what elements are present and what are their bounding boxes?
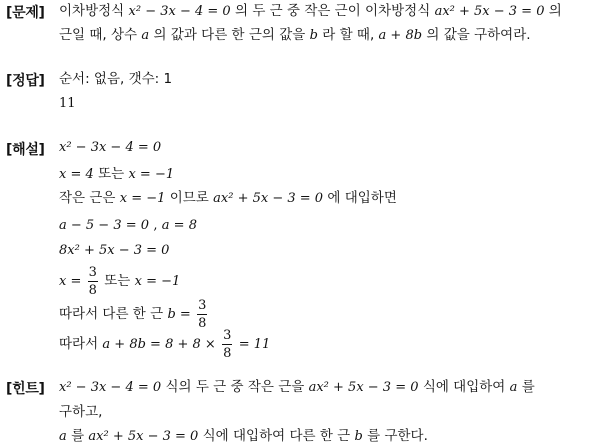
answer-value: 11 — [59, 96, 76, 111]
text-part: 를 — [71, 428, 85, 444]
equation-part: ax² + 5x − 3 = 0 — [308, 380, 419, 395]
fraction-numerator: 3 — [88, 264, 97, 280]
fraction-denominator: 8 — [223, 345, 232, 361]
equation-part: x = −1 — [134, 274, 181, 289]
text-part: 를 구한다. — [367, 428, 428, 444]
fraction-denominator: 8 — [198, 315, 207, 331]
hint-line-2: 구하고, — [59, 404, 103, 420]
answer-meta: 순서: 없음, 갯수: 1 — [59, 71, 173, 87]
problem-text: 이차방정식 — [59, 3, 125, 19]
text-part: 를 — [521, 379, 535, 395]
equation-part: a + 8b = 8 + 8 × — [102, 337, 216, 352]
fraction-numerator: 3 — [223, 327, 232, 343]
equation-part: x² − 3x − 4 = 0 — [59, 380, 162, 395]
problem-text: 의 두 근 중 작은 근이 이차방정식 — [234, 3, 431, 19]
hint-label: [힌트] — [6, 381, 45, 397]
answer-label: [정답] — [6, 73, 45, 89]
text-part: 또는 — [98, 166, 125, 182]
problem-line-1 — [59, 2, 562, 21]
equation-part: x = −1 — [119, 191, 166, 206]
hint-line-3 — [59, 427, 428, 446]
fraction — [222, 329, 232, 360]
variable-b: b — [354, 429, 363, 444]
problem-line-2 — [59, 26, 531, 45]
problem-text: 라 할 때, — [322, 27, 375, 43]
text-part: 식에 대입하여 — [422, 379, 506, 395]
hint-line-1 — [59, 378, 535, 397]
problem-text: 의 — [548, 3, 562, 19]
fraction-denominator: 8 — [88, 282, 97, 298]
text-part: , — [153, 218, 158, 233]
variable-b: b — [309, 28, 318, 43]
explanation-step-8 — [59, 322, 270, 367]
explanation-step-3 — [59, 189, 397, 208]
explanation-step-1: x² − 3x − 4 = 0 — [59, 140, 162, 155]
variable-a: a — [59, 429, 67, 444]
equation-part: = 11 — [238, 337, 271, 352]
variable-a: a — [141, 28, 150, 43]
text-part: 따라서 — [59, 336, 99, 352]
equation-part: x = 4 — [59, 167, 94, 182]
explanation-step-2 — [59, 165, 174, 184]
problem-label: [문제] — [6, 5, 45, 21]
equation-part: a = 8 — [161, 218, 197, 233]
text-part: 따라서 다른 한 근 — [59, 306, 164, 322]
text-part: 식의 두 근 중 작은 근을 — [165, 379, 305, 395]
equation-part: x = — [59, 274, 82, 289]
equation-part: ax² + 5x − 3 = 0 — [88, 429, 199, 444]
explanation-step-4 — [59, 216, 197, 235]
variable-a: a — [509, 380, 518, 395]
equation-part: ax² + 5x − 3 = 0 — [213, 191, 324, 206]
equation-part: x = −1 — [128, 167, 175, 182]
equation-part: b = — [167, 307, 191, 322]
text-part: 이므로 — [169, 190, 209, 206]
target-expression: a + 8b — [378, 28, 423, 43]
equation-part: a − 5 − 3 = 0 — [59, 218, 150, 233]
problem-text: 의 값과 다른 한 근의 값을 — [153, 27, 306, 43]
fraction-numerator: 3 — [198, 297, 207, 313]
text-part: 에 대입하면 — [327, 190, 397, 206]
text-part: 또는 — [104, 273, 131, 289]
explanation-label: [해설] — [6, 142, 45, 158]
problem-equation-1: x² − 3x − 4 = 0 — [128, 4, 231, 19]
text-part: 작은 근은 — [59, 190, 116, 206]
explanation-step-5: 8x² + 5x − 3 = 0 — [59, 243, 170, 258]
text-part: 식에 대입하여 다른 한 근 — [202, 428, 351, 444]
problem-equation-2: ax² + 5x − 3 = 0 — [434, 4, 545, 19]
problem-text: 의 값을 구하여라. — [426, 27, 531, 43]
problem-text: 근일 때, 상수 — [59, 27, 138, 43]
